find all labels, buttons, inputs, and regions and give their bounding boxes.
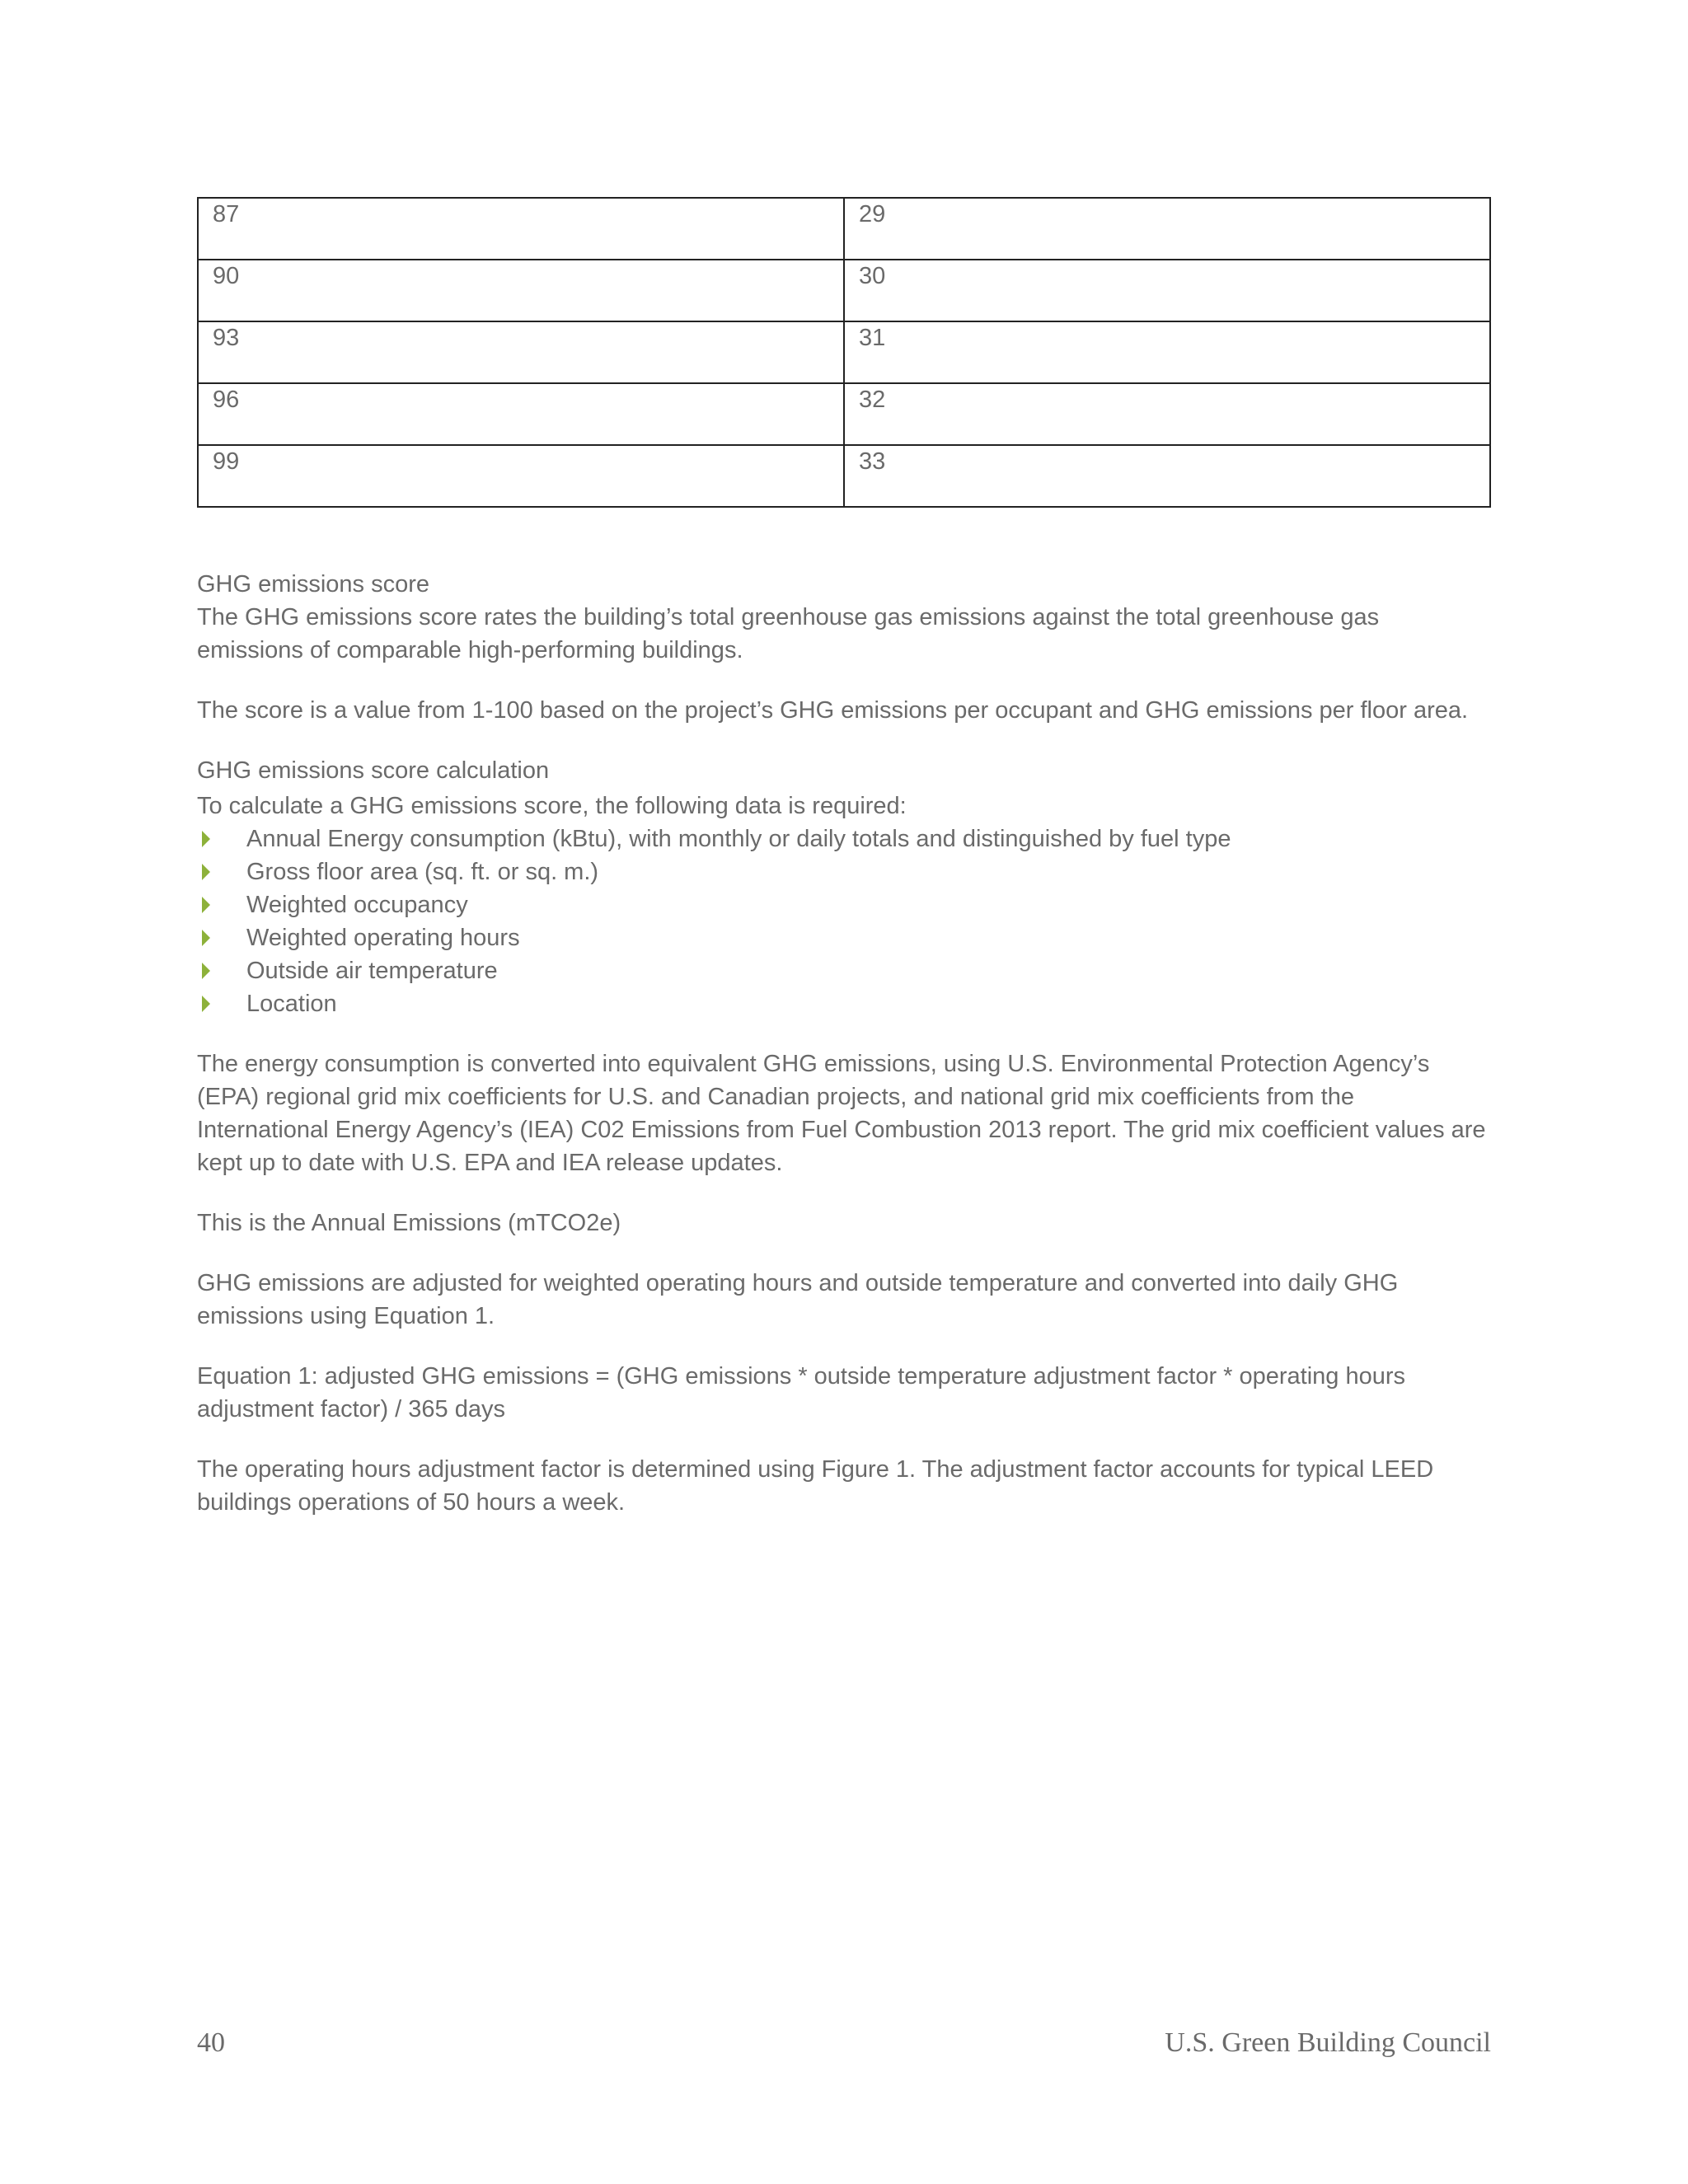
triangle-bullet-icon [202, 996, 210, 1012]
table-cell: 29 [844, 198, 1490, 260]
table-row [198, 445, 1490, 507]
score-table [197, 197, 1491, 508]
triangle-bullet-icon [202, 831, 210, 847]
section-heading-score-calculation: GHG emissions score calculation [197, 757, 550, 784]
triangle-bullet-icon [202, 897, 210, 913]
paragraph-score-description: The GHG emissions score rates the building’s total greenhouse gas emissions against the total greenhouse gas emissions of comparable high-performing buildings. [197, 604, 1380, 663]
list-item-text: Annual Energy consumption (kBtu), with monthly or daily totals and distinguished by fuel type [246, 826, 1231, 852]
paragraph-energy-conversion: The energy consumption is converted into equivalent GHG emissions, using U.S. Environmental Protection Agency’s (EPA) regional grid mix coefficients for U.S. and Canadian projects, and national grid mix coefficients from the International Energy Agency’s (IEA) C02 Emissions from Fuel Combustion 2013 report. The grid mix coefficient values are kept up to date with U.S. EPA and IEA release updates. [197, 1051, 1486, 1176]
list-item [197, 987, 1491, 1020]
table-row [198, 260, 1490, 321]
list-item-text: Location [246, 991, 337, 1017]
table-cell: 31 [844, 321, 1490, 383]
triangle-bullet-icon [202, 930, 210, 946]
table-cell: 96 [198, 383, 844, 445]
table-cell: 99 [198, 445, 844, 507]
list-item-text: Gross floor area (sq. ft. or sq. m.) [246, 859, 599, 885]
document-page [197, 197, 1491, 1546]
paragraph-score-range: The score is a value from 1-100 based on the project’s GHG emissions per occupant and GHG emissions per floor area. [197, 697, 1469, 724]
page-number: 40 [197, 2027, 225, 2058]
triangle-bullet-icon [202, 963, 210, 979]
list-item-text: Weighted occupancy [246, 892, 468, 918]
footer-organization: U.S. Green Building Council [1165, 2027, 1491, 2058]
paragraph-equation-1: Equation 1: adjusted GHG emissions = (GHG emissions * outside temperature adjustment factor * operating hours adjustment factor) / 365 days [197, 1363, 1406, 1422]
paragraph-required-intro: To calculate a GHG emissions score, the following data is required: [197, 793, 907, 819]
table-cell: 30 [844, 260, 1490, 321]
paragraph-annual-emissions: This is the Annual Emissions (mTCO2e) [197, 1210, 621, 1236]
table-cell: 32 [844, 383, 1490, 445]
table-row [198, 383, 1490, 445]
triangle-bullet-icon [202, 864, 210, 880]
list-item [197, 823, 1491, 855]
list-item [197, 954, 1491, 987]
table-row [198, 198, 1490, 260]
required-data-list [197, 823, 1491, 1020]
list-item-text: Weighted operating hours [246, 925, 520, 951]
list-item [197, 855, 1491, 888]
list-item [197, 888, 1491, 921]
table-cell: 90 [198, 260, 844, 321]
body-content [197, 568, 1491, 1519]
paragraph-emissions-adjustment: GHG emissions are adjusted for weighted operating hours and outside temperature and converted into daily GHG emissions using Equation 1. [197, 1270, 1399, 1329]
table-cell: 33 [844, 445, 1490, 507]
table-cell: 87 [198, 198, 844, 260]
table-cell: 93 [198, 321, 844, 383]
list-item [197, 921, 1491, 954]
list-item-text: Outside air temperature [246, 958, 498, 984]
section-heading-ghg-score: GHG emissions score [197, 571, 430, 598]
paragraph-adjustment-factor: The operating hours adjustment factor is determined using Figure 1. The adjustment factor accounts for typical LEED buildings operations of 50 hours a week. [197, 1456, 1434, 1516]
table-row [198, 321, 1490, 383]
